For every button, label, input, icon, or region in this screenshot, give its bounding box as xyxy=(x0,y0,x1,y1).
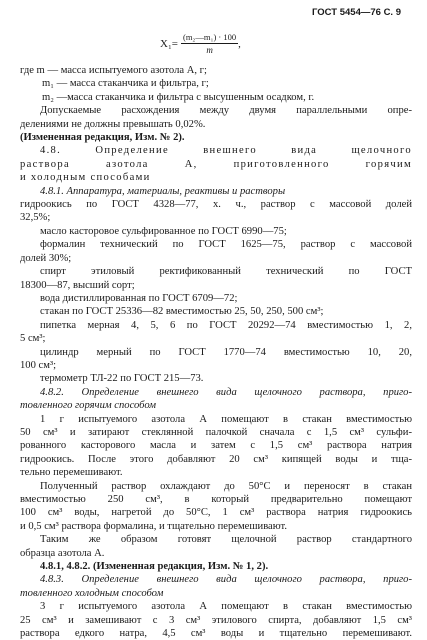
subsection-heading: 4.8.3. Определение внешнего вида щелочного раствора, приго- xyxy=(40,574,412,586)
subsection-heading: 4.8.2. Определение внешнего вида щелочного раствора, приго- xyxy=(40,386,412,398)
text-line: термометр ТЛ-22 по ГОСТ 215—73. xyxy=(40,373,204,385)
text-line: стакан по ГОСТ 25336—82 вместимостью 25, 50, 250, 500 см³; xyxy=(40,306,324,318)
text-line: Таким же образом готовят щелочной раствор стандартного xyxy=(40,534,412,546)
text-line: формалин технический по ГОСТ 1625—75, раствор с массовой xyxy=(40,239,412,251)
amendment-note: 4.8.1, 4.8.2. (Измененная редакция, Изм. № 1, 2). xyxy=(40,561,269,573)
formula-lhs: X₁= xyxy=(160,37,178,50)
formula-fraction xyxy=(181,32,238,55)
text-line: 18300—87, высший сорт; xyxy=(20,279,135,291)
text-line: долей 30%; xyxy=(20,252,72,264)
text-line: вместимостью 250 см³, в который предварительно помещают xyxy=(20,494,412,505)
text-line: 1 г испытуемого азотола А помещают в стакан вместимостью xyxy=(40,413,412,425)
text-line: Полученный раствор охлаждают до 50°С и переносят в стакан xyxy=(40,480,412,492)
section-heading: и холодным способами xyxy=(20,172,151,184)
subsection-heading: товленного холодным способом xyxy=(20,587,164,599)
section-heading: 4.8. Определение внешнего вида щелочного xyxy=(40,145,412,157)
text-line: раствора едкого натра, 4,5 см³ воды и тщательно перемешивают. xyxy=(20,628,412,640)
text-line: гидроокись. После этого добавляют 20 см³ кипящей воды и тща- xyxy=(20,453,412,465)
subsection-heading: товленного горячим способом xyxy=(20,400,157,412)
text-line: 100 см³; xyxy=(20,359,57,371)
text-line: образца азотола А. xyxy=(20,547,105,559)
text-line: рованного касторового масла и затем с 1,5 см³ раствора натрия xyxy=(20,440,412,452)
text-line: 3 г испытуемого азотола А помещают в стакан вместимостью xyxy=(40,601,412,613)
formula-numerator: (m₂—m₁) · 100 xyxy=(182,32,237,42)
text-line: гидроокись по ГОСТ 4328—77, х. ч., раствор с массовой долей xyxy=(20,199,412,211)
text-line: масло касторовое сульфированное по ГОСТ 6990—75; xyxy=(40,225,287,237)
text-line: делениями не должны превышать 0,02%. xyxy=(20,118,206,130)
variable-definition: m₁ — масса стаканчика и фильтра, г; xyxy=(42,78,209,90)
variable-definition: где m — масса испытуемого азотола А, г; xyxy=(20,65,207,76)
amendment-note: (Измененная редакция, Изм. № 2). xyxy=(20,132,185,144)
text-line: 5 см³; xyxy=(20,333,46,345)
variable-definition: m₂ —масса стаканчика и фильтра с высушенным осадком, г. xyxy=(42,91,315,103)
text-line: цилиндр мерный по ГОСТ 1770—74 вместимостью 10, 20, xyxy=(40,346,412,358)
section-heading: раствора азотола А, приготовленного горячим xyxy=(20,158,412,170)
subsection-heading: 4.8.1. Аппаратура, материалы, реактивы и растворы xyxy=(40,185,286,197)
text-line: 50 см³ и затирают стеклянной палочкой сначала с 1,5 см³ сульфи- xyxy=(20,426,412,438)
formula-tail: , xyxy=(238,37,241,50)
text-line: 100 см³ воды, нагретой до 50°С, 1 см³ раствора натрия гидроокись xyxy=(20,507,412,519)
text-line: 25 см³ и замешивают с 3 см³ этилового спирта, добавляют 1,5 см³ xyxy=(20,614,412,626)
document-body xyxy=(20,64,412,640)
text-line: вода дистиллированная по ГОСТ 6709—72; xyxy=(40,292,238,304)
formula-denominator: m xyxy=(206,45,213,55)
text-line: спирт этиловый ректификованный технический по ГОСТ xyxy=(40,266,412,278)
text-line: 32,5%; xyxy=(20,212,51,224)
text-line: пипетка мерная 4, 5, 6 по ГОСТ 20292—74 вместимостью 1, 2, xyxy=(40,319,412,331)
page-header: ГОСТ 5454—76 С. 9 xyxy=(312,7,401,18)
text-line: тельно перемешивают. xyxy=(20,467,123,479)
text-line: Допускаемые расхождения между двумя параллельными опре- xyxy=(40,105,412,117)
text-line: и 0,5 см³ раствора формалина, и тщательно перемешивают. xyxy=(20,520,288,532)
formula xyxy=(160,32,241,55)
